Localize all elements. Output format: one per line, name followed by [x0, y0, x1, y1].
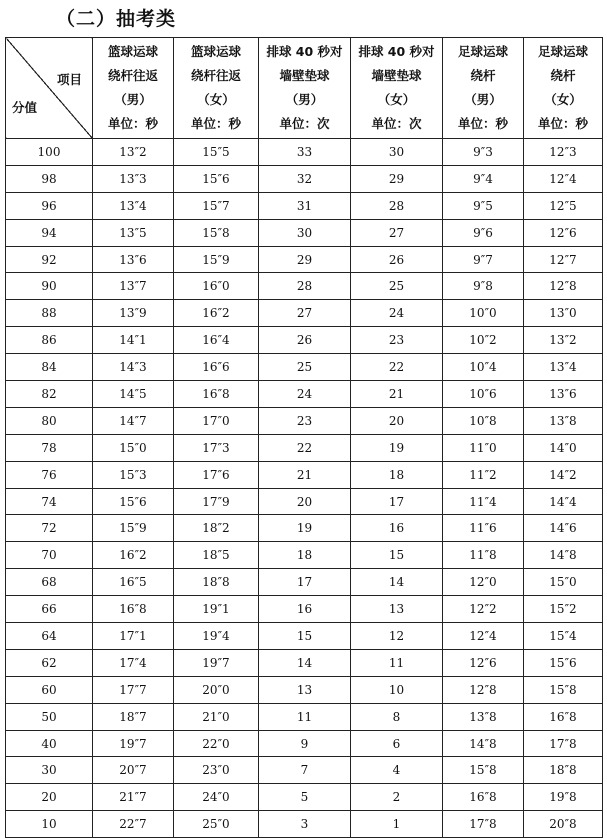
column-header-line: 绕杆往返: [107, 68, 158, 83]
standard-cell: 14″5: [93, 381, 174, 408]
column-header-line: 单位：秒: [190, 116, 241, 131]
standard-cell: 18: [259, 542, 351, 569]
standard-cell: 11″4: [443, 488, 524, 515]
table-row: [6, 596, 603, 623]
standard-cell: 33: [259, 139, 351, 166]
score-cell: 70: [6, 542, 93, 569]
table-row: [6, 246, 603, 273]
standard-cell: 14″3: [93, 354, 174, 381]
standard-cell: 3: [259, 811, 351, 838]
table-row: [6, 703, 603, 730]
standard-cell: 12″0: [443, 569, 524, 596]
standard-cell: 20: [351, 407, 443, 434]
standard-cell: 13″7: [93, 273, 174, 300]
standard-cell: 16″8: [93, 596, 174, 623]
standard-cell: 16″2: [174, 300, 259, 327]
score-cell: 30: [6, 757, 93, 784]
score-cell: 82: [6, 381, 93, 408]
standard-cell: 15″8: [443, 757, 524, 784]
standard-cell: 17″3: [174, 434, 259, 461]
score-cell: 64: [6, 623, 93, 650]
standard-cell: 18″5: [174, 542, 259, 569]
standard-cell: 14: [351, 569, 443, 596]
standard-cell: 17″8: [524, 730, 603, 757]
standard-cell: 25: [351, 273, 443, 300]
standard-cell: 19″7: [93, 730, 174, 757]
standard-cell: 13″2: [524, 327, 603, 354]
standard-cell: 12″6: [443, 649, 524, 676]
standard-cell: 4: [351, 757, 443, 784]
column-header: [443, 38, 524, 139]
header-row: [6, 38, 603, 139]
column-header-line: 单位：次: [279, 116, 330, 131]
standard-cell: 16: [259, 596, 351, 623]
standard-cell: 24″0: [174, 784, 259, 811]
standard-cell: 19: [259, 515, 351, 542]
score-cell: 84: [6, 354, 93, 381]
standard-cell: 13″9: [93, 300, 174, 327]
standard-cell: 23″0: [174, 757, 259, 784]
standard-cell: 23: [259, 407, 351, 434]
standard-cell: 12″5: [524, 192, 603, 219]
standard-cell: 12″4: [524, 165, 603, 192]
standard-cell: 1: [351, 811, 443, 838]
standard-cell: 15″5: [174, 139, 259, 166]
standard-cell: 11″8: [443, 542, 524, 569]
table-row: [6, 381, 603, 408]
standard-cell: 16: [351, 515, 443, 542]
standard-cell: 25″0: [174, 811, 259, 838]
standard-cell: 17″7: [93, 676, 174, 703]
column-header-line: 单位：秒: [107, 116, 158, 131]
table-row: [6, 623, 603, 650]
standard-cell: 22″0: [174, 730, 259, 757]
standard-cell: 13″0: [524, 300, 603, 327]
standard-cell: 27: [351, 219, 443, 246]
table-row: [6, 192, 603, 219]
column-header-line: 绕杆: [470, 68, 496, 83]
score-cell: 98: [6, 165, 93, 192]
column-header-line: 绕杆: [550, 68, 576, 83]
standard-cell: 18: [351, 461, 443, 488]
score-cell: 74: [6, 488, 93, 515]
standard-cell: 15″8: [174, 219, 259, 246]
standard-cell: 9″5: [443, 192, 524, 219]
standard-cell: 30: [259, 219, 351, 246]
score-cell: 60: [6, 676, 93, 703]
standard-cell: 13″8: [524, 407, 603, 434]
standard-cell: 11″2: [443, 461, 524, 488]
score-cell: 94: [6, 219, 93, 246]
standard-cell: 20″7: [93, 757, 174, 784]
table-row: [6, 542, 603, 569]
standard-cell: 13″6: [93, 246, 174, 273]
standard-cell: 9″8: [443, 273, 524, 300]
column-header-line: 排球 40 秒对: [266, 44, 343, 59]
standard-cell: 18″7: [93, 703, 174, 730]
standard-cell: 10″2: [443, 327, 524, 354]
score-cell: 66: [6, 596, 93, 623]
column-header: [524, 38, 603, 139]
column-header-line: （女）: [197, 92, 235, 107]
standard-cell: 16″8: [443, 784, 524, 811]
standard-cell: 9″7: [443, 246, 524, 273]
score-cell: 86: [6, 327, 93, 354]
standard-cell: 15″6: [174, 165, 259, 192]
standard-cell: 31: [259, 192, 351, 219]
column-header-line: 单位：秒: [537, 116, 588, 131]
standard-cell: 11: [351, 649, 443, 676]
standard-cell: 21: [259, 461, 351, 488]
standard-cell: 17: [259, 569, 351, 596]
standard-cell: 8: [351, 703, 443, 730]
standard-cell: 15″3: [93, 461, 174, 488]
score-cell: 78: [6, 434, 93, 461]
standard-cell: 15″6: [524, 649, 603, 676]
standard-cell: 12″8: [524, 273, 603, 300]
standard-cell: 6: [351, 730, 443, 757]
standard-cell: 5: [259, 784, 351, 811]
standard-cell: 15″7: [174, 192, 259, 219]
standard-cell: 12: [351, 623, 443, 650]
standard-cell: 13″4: [93, 192, 174, 219]
standard-cell: 9: [259, 730, 351, 757]
column-header-line: （女）: [544, 92, 582, 107]
standard-cell: 20: [259, 488, 351, 515]
standard-cell: 22″7: [93, 811, 174, 838]
table-row: [6, 354, 603, 381]
standard-cell: 28: [351, 192, 443, 219]
standard-cell: 12″4: [443, 623, 524, 650]
standard-cell: 14″7: [93, 407, 174, 434]
standard-cell: 21″0: [174, 703, 259, 730]
standard-cell: 27: [259, 300, 351, 327]
column-header-line: 单位：次: [371, 116, 422, 131]
table-row: [6, 219, 603, 246]
table-row: [6, 757, 603, 784]
standard-cell: 11: [259, 703, 351, 730]
table-row: [6, 434, 603, 461]
standard-cell: 20″0: [174, 676, 259, 703]
column-header-line: 篮球运球: [107, 44, 158, 59]
standard-cell: 2: [351, 784, 443, 811]
standard-cell: 10″8: [443, 407, 524, 434]
table-row: [6, 784, 603, 811]
column-header-line: （男）: [285, 92, 324, 107]
standard-cell: 19″4: [174, 623, 259, 650]
standard-cell: 19″1: [174, 596, 259, 623]
standard-cell: 24: [351, 300, 443, 327]
standard-cell: 32: [259, 165, 351, 192]
table-row: [6, 300, 603, 327]
score-cell: 100: [6, 139, 93, 166]
standard-cell: 13″4: [524, 354, 603, 381]
standard-cell: 15″9: [174, 246, 259, 273]
standard-cell: 21: [351, 381, 443, 408]
standard-cell: 12″3: [524, 139, 603, 166]
standard-cell: 14″6: [524, 515, 603, 542]
standard-cell: 13″2: [93, 139, 174, 166]
standard-cell: 7: [259, 757, 351, 784]
standard-cell: 18″2: [174, 515, 259, 542]
score-cell: 92: [6, 246, 93, 273]
standard-cell: 30: [351, 139, 443, 166]
standard-cell: 15″4: [524, 623, 603, 650]
standard-cell: 14″8: [443, 730, 524, 757]
column-header-line: 墙壁垫球: [371, 68, 422, 83]
table-body: [6, 139, 603, 838]
column-header-line: 绕杆往返: [190, 68, 241, 83]
standard-cell: 16″0: [174, 273, 259, 300]
standard-cell: 15″6: [93, 488, 174, 515]
standard-cell: 21″7: [93, 784, 174, 811]
score-cell: 72: [6, 515, 93, 542]
standard-cell: 16″6: [174, 354, 259, 381]
standard-cell: 17″9: [174, 488, 259, 515]
standard-cell: 13: [259, 676, 351, 703]
standard-cell: 22: [351, 354, 443, 381]
standard-cell: 23: [351, 327, 443, 354]
standard-cell: 26: [351, 246, 443, 273]
standard-cell: 26: [259, 327, 351, 354]
column-header: [93, 38, 174, 139]
table-row: [6, 461, 603, 488]
score-cell: 88: [6, 300, 93, 327]
table-row: [6, 139, 603, 166]
standard-cell: 17″6: [174, 461, 259, 488]
standard-cell: 13″8: [443, 703, 524, 730]
score-cell: 68: [6, 569, 93, 596]
standard-cell: 15″9: [93, 515, 174, 542]
score-cell: 20: [6, 784, 93, 811]
standard-cell: 25: [259, 354, 351, 381]
standard-cell: 29: [351, 165, 443, 192]
standard-cell: 22: [259, 434, 351, 461]
standard-cell: 15: [259, 623, 351, 650]
standard-cell: 9″4: [443, 165, 524, 192]
corner-score-label: 分值: [12, 100, 38, 115]
standard-cell: 14″1: [93, 327, 174, 354]
standard-cell: 15″8: [524, 676, 603, 703]
standard-cell: 14″2: [524, 461, 603, 488]
standard-cell: 10″4: [443, 354, 524, 381]
standard-cell: 18″8: [524, 757, 603, 784]
standard-cell: 13″3: [93, 165, 174, 192]
standard-cell: 19″8: [524, 784, 603, 811]
standard-cell: 16″4: [174, 327, 259, 354]
standard-cell: 14″4: [524, 488, 603, 515]
standard-cell: 15″2: [524, 596, 603, 623]
corner-item-label: 项目: [56, 72, 82, 87]
standard-cell: 24: [259, 381, 351, 408]
column-header: [351, 38, 443, 139]
table-row: [6, 165, 603, 192]
standard-cell: 15″0: [93, 434, 174, 461]
standard-cell: 10″0: [443, 300, 524, 327]
column-header-line: （男）: [114, 92, 152, 107]
standard-cell: 13: [351, 596, 443, 623]
corner-header-cell: [6, 38, 93, 139]
standard-cell: 29: [259, 246, 351, 273]
column-header-line: 排球 40 秒对: [358, 44, 435, 59]
table-row: [6, 327, 603, 354]
standard-cell: 16″2: [93, 542, 174, 569]
standard-cell: 14″0: [524, 434, 603, 461]
standard-cell: 12″7: [524, 246, 603, 273]
score-cell: 62: [6, 649, 93, 676]
column-header-line: 篮球运球: [190, 44, 241, 59]
table-row: [6, 649, 603, 676]
standard-cell: 18″8: [174, 569, 259, 596]
column-header-line: （男）: [464, 92, 502, 107]
column-header-line: （女）: [377, 92, 416, 107]
table-row: [6, 407, 603, 434]
column-header: [259, 38, 351, 139]
standard-cell: 16″5: [93, 569, 174, 596]
score-cell: 76: [6, 461, 93, 488]
standard-cell: 12″6: [524, 219, 603, 246]
standard-cell: 12″8: [443, 676, 524, 703]
standard-cell: 15: [351, 542, 443, 569]
table-row: [6, 569, 603, 596]
table-row: [6, 811, 603, 838]
score-cell: 96: [6, 192, 93, 219]
standard-cell: 14″8: [524, 542, 603, 569]
standard-cell: 14: [259, 649, 351, 676]
standard-cell: 11″0: [443, 434, 524, 461]
standard-cell: 17″8: [443, 811, 524, 838]
column-header: [174, 38, 259, 139]
standard-cell: 17: [351, 488, 443, 515]
standard-cell: 9″6: [443, 219, 524, 246]
standard-cell: 11″6: [443, 515, 524, 542]
standard-cell: 13″5: [93, 219, 174, 246]
column-header-line: 单位：秒: [457, 116, 508, 131]
column-header-line: 足球运球: [537, 44, 588, 59]
score-cell: 40: [6, 730, 93, 757]
score-cell: 80: [6, 407, 93, 434]
column-header-line: 墙壁垫球: [279, 68, 330, 83]
column-header-line: 足球运球: [457, 44, 508, 59]
score-cell: 50: [6, 703, 93, 730]
table-row: [6, 488, 603, 515]
table-row: [6, 273, 603, 300]
standard-cell: 16″8: [524, 703, 603, 730]
standard-cell: 9″3: [443, 139, 524, 166]
standard-cell: 10: [351, 676, 443, 703]
standard-cell: 13″6: [524, 381, 603, 408]
score-cell: 10: [6, 811, 93, 838]
scoring-table: [5, 37, 603, 838]
table-row: [6, 730, 603, 757]
standard-cell: 28: [259, 273, 351, 300]
standard-cell: 12″2: [443, 596, 524, 623]
score-cell: 90: [6, 273, 93, 300]
section-title: （二）抽考类: [56, 8, 177, 30]
table-row: [6, 676, 603, 703]
standard-cell: 10″6: [443, 381, 524, 408]
standard-cell: 15″0: [524, 569, 603, 596]
standard-cell: 19″7: [174, 649, 259, 676]
standard-cell: 16″8: [174, 381, 259, 408]
standard-cell: 19: [351, 434, 443, 461]
standard-cell: 17″4: [93, 649, 174, 676]
standard-cell: 17″1: [93, 623, 174, 650]
standard-cell: 17″0: [174, 407, 259, 434]
table-row: [6, 515, 603, 542]
standard-cell: 20″8: [524, 811, 603, 838]
